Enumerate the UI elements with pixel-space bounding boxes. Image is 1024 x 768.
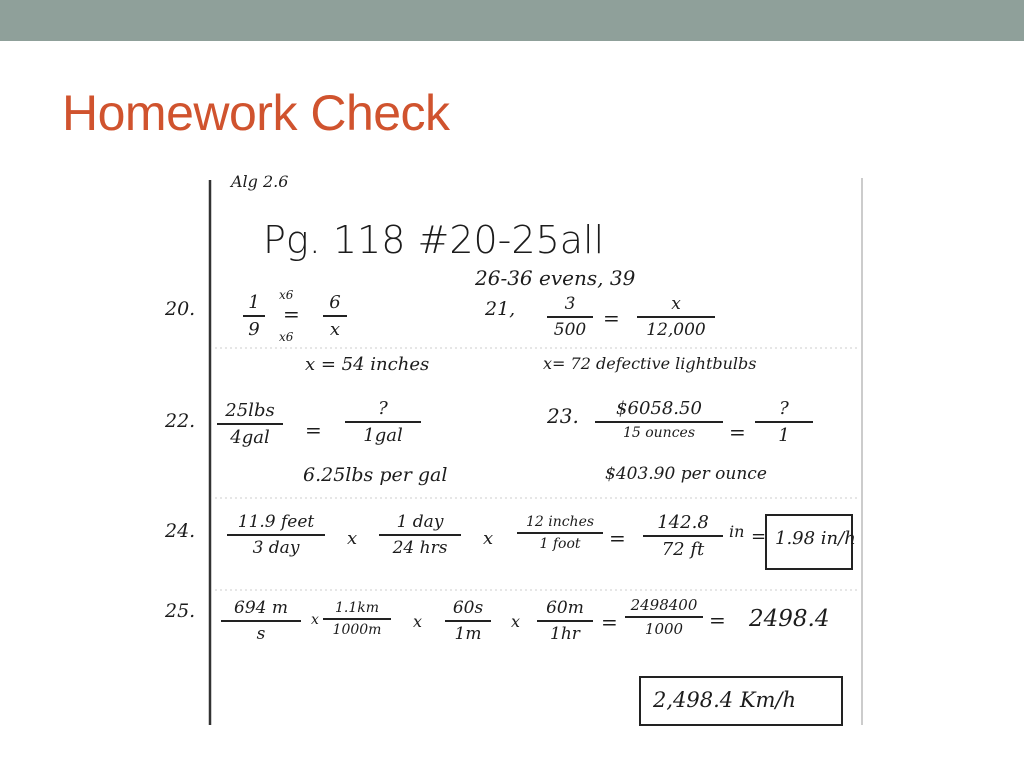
p25-fraction-5 bbox=[625, 596, 703, 638]
p23-num-2: ? bbox=[779, 398, 789, 419]
p25-answer-box bbox=[639, 676, 843, 726]
p20-den-1: 9 bbox=[248, 319, 260, 340]
p20-answer: x = 54 inches bbox=[305, 354, 430, 375]
p24-fraction-4 bbox=[643, 512, 723, 560]
p24-num-3: 12 inches bbox=[525, 514, 595, 530]
p20-num-1: 1 bbox=[248, 292, 260, 313]
p25-num-2: 1.1km bbox=[334, 600, 380, 616]
p25-fraction-3 bbox=[445, 598, 491, 644]
p25-equals-2: = bbox=[709, 608, 726, 632]
p22-equals: = bbox=[305, 418, 322, 442]
p24-den-2: 24 hrs bbox=[392, 538, 448, 558]
p24-fraction-2 bbox=[379, 512, 461, 558]
p23-fraction-1 bbox=[595, 398, 723, 441]
p22-num-2: ? bbox=[378, 398, 388, 419]
p21-num-2: x bbox=[671, 294, 681, 314]
p24-num-4: 142.8 bbox=[657, 512, 709, 533]
p25-num-3: 60s bbox=[452, 598, 484, 618]
p24-num-2: 1 day bbox=[396, 512, 444, 532]
p21-equals: = bbox=[603, 306, 620, 330]
p21-den-2: 12,000 bbox=[646, 320, 706, 340]
p25-times-1: x bbox=[311, 612, 319, 628]
p25-den-3: 1m bbox=[454, 624, 482, 644]
p23-den-2: 1 bbox=[778, 425, 790, 446]
p22-den-1: 4gal bbox=[230, 427, 270, 448]
assignment-header: Pg. 118 #20-25all bbox=[263, 218, 605, 262]
p23-equals: = bbox=[729, 420, 746, 444]
p24-times-1: x bbox=[347, 528, 358, 549]
p25-answer: 2,498.4 Km/h bbox=[653, 688, 797, 712]
p24-num-1: 11.9 feet bbox=[237, 512, 315, 532]
p24-den-1: 3 day bbox=[252, 538, 300, 558]
p23-answer: $403.90 per ounce bbox=[605, 464, 767, 484]
p24-answer-box bbox=[765, 514, 856, 570]
p25-fraction-1 bbox=[221, 598, 301, 644]
slide-title: Homework Check bbox=[62, 85, 450, 141]
p20-num-2: 6 bbox=[329, 292, 341, 313]
problem-23-number: 23. bbox=[547, 404, 579, 428]
p22-fraction-2 bbox=[345, 398, 421, 446]
p23-den-1: 15 ounces bbox=[622, 425, 696, 441]
p24-times-2: x bbox=[483, 528, 494, 549]
p25-fraction-4 bbox=[537, 598, 593, 644]
problem-24-number: 24. bbox=[165, 520, 196, 542]
course-label: Alg 2.6 bbox=[231, 172, 289, 191]
p21-den-1: 500 bbox=[553, 320, 587, 340]
p20-equals: = bbox=[283, 302, 300, 326]
problem-22-number: 22. bbox=[165, 410, 196, 432]
evens-note: 26-36 evens, 39 bbox=[475, 266, 636, 290]
p24-equals: = bbox=[609, 526, 626, 550]
p24-fraction-1 bbox=[227, 512, 325, 558]
p25-fraction-2 bbox=[323, 600, 391, 638]
p20-den-2: x bbox=[329, 319, 341, 340]
p25-times-2: x bbox=[413, 612, 423, 631]
homework-scan bbox=[155, 170, 867, 730]
p25-num-5: 2498400 bbox=[630, 596, 698, 614]
p25-den-4: 1hr bbox=[550, 624, 580, 644]
p21-fraction-1 bbox=[547, 294, 593, 340]
p22-fraction-1 bbox=[217, 400, 283, 448]
p25-result: 2498.4 bbox=[749, 606, 830, 632]
p20-mult-top: x6 bbox=[279, 288, 294, 302]
p24-den-4: 72 ft bbox=[661, 539, 705, 560]
p24-unit: in bbox=[729, 522, 745, 541]
p25-equals: = bbox=[601, 610, 618, 634]
p20-mult-bottom: x6 bbox=[279, 330, 294, 344]
p21-fraction-2 bbox=[637, 294, 715, 340]
top-accent-band bbox=[0, 0, 1024, 41]
p20-fraction-1 bbox=[243, 292, 265, 340]
p22-den-2: 1gal bbox=[363, 425, 403, 446]
p25-den-1: s bbox=[256, 624, 266, 644]
p24-equals-2: = bbox=[751, 526, 767, 547]
p21-num-1: 3 bbox=[564, 294, 576, 314]
problem-25-number: 25. bbox=[165, 600, 196, 622]
p21-answer: x= 72 defective lightbulbs bbox=[543, 354, 757, 373]
p25-den-2: 1000m bbox=[332, 622, 382, 638]
p20-fraction-2 bbox=[323, 292, 347, 340]
p24-answer: 1.98 in/h bbox=[775, 528, 856, 549]
p22-answer: 6.25lbs per gal bbox=[303, 464, 448, 486]
p24-den-3: 1 foot bbox=[539, 536, 581, 552]
p25-num-4: 60m bbox=[546, 598, 584, 618]
p25-den-5: 1000 bbox=[644, 620, 684, 638]
p23-fraction-2 bbox=[755, 398, 813, 446]
p25-num-1: 694 m bbox=[234, 598, 288, 618]
p22-num-1: 25lbs bbox=[225, 400, 275, 421]
problem-21-number: 21, bbox=[485, 298, 516, 320]
p25-times-3: x bbox=[511, 612, 521, 631]
p24-fraction-3 bbox=[517, 514, 603, 552]
problem-20-number: 20. bbox=[165, 298, 196, 320]
p23-num-1: $6058.50 bbox=[616, 398, 702, 419]
